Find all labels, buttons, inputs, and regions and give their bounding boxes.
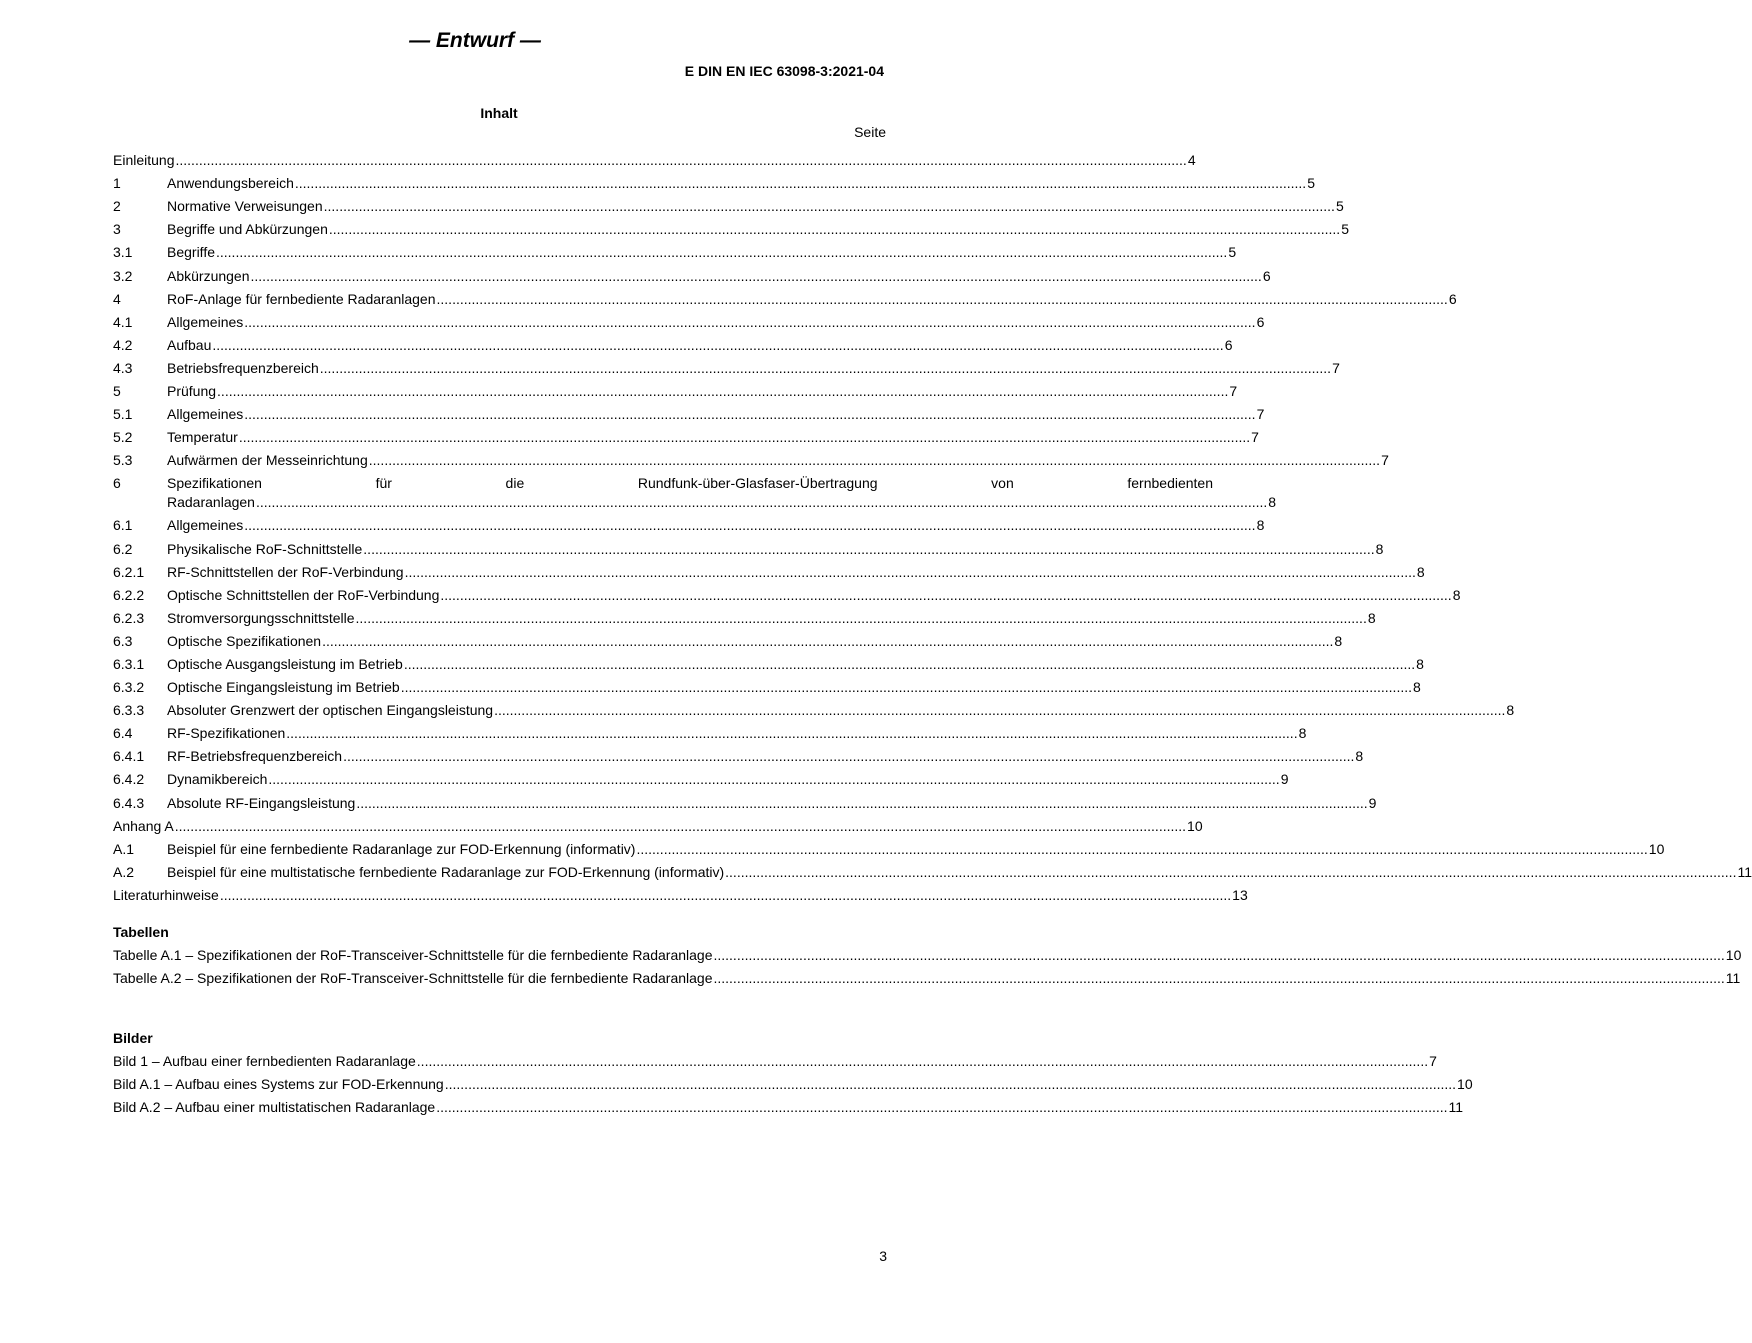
toc-entry[interactable] — [113, 765, 1289, 788]
toc-leader-dots — [437, 290, 1448, 308]
toc-entry-number: 2 — [113, 198, 121, 215]
toc-entry-number: 6.4.1 — [113, 748, 145, 765]
toc-entry-page: 10 — [1457, 1076, 1473, 1093]
toc-entry-number: 3.2 — [113, 267, 133, 284]
page-column-label: Seite — [854, 124, 886, 140]
toc-leader-dots — [636, 840, 1647, 858]
toc-entry-number: 5.2 — [113, 429, 133, 446]
toc-entry[interactable] — [113, 581, 1461, 604]
toc-leader-dots — [322, 632, 1333, 650]
toc-entry-title: Aufbau — [167, 336, 212, 353]
toc-leader-dots — [356, 609, 1367, 627]
draft-banner: — Entwurf — — [409, 29, 541, 52]
toc-entry[interactable] — [113, 215, 1349, 238]
toc-leader-dots — [268, 770, 1279, 788]
toc-entry-title: Dynamikbereich — [167, 771, 268, 788]
toc-entry-title-word: fernbedienten — [1127, 475, 1214, 492]
toc-entry-page: 7 — [1429, 1053, 1437, 1070]
toc-entry-title: Stromversorgungsschnittstelle — [167, 609, 355, 626]
toc-entry-6[interactable] — [113, 469, 1277, 511]
toc-entry-title: Physikalische RoF-Schnittstelle — [167, 540, 363, 557]
toc-entry-page: 9 — [1368, 794, 1377, 811]
toc-entry-number: 4.1 — [113, 313, 133, 330]
toc-entry[interactable] — [113, 400, 1265, 423]
toc-entry-page: 8 — [1298, 725, 1307, 742]
toc-leader-dots — [320, 359, 1331, 377]
toc-leader-dots — [343, 747, 1354, 765]
toc-entry-title: Anhang A — [113, 817, 174, 834]
toc-title: Inhalt — [480, 105, 518, 121]
toc-entry-page: 10 — [1187, 817, 1203, 834]
toc-entry-number: 6.2.1 — [113, 563, 145, 580]
toc-entry-page: 7 — [1381, 452, 1389, 469]
toc-entry-page: 8 — [1416, 655, 1424, 672]
toc-leader-dots — [212, 336, 1223, 354]
toc-entry-page: 10 — [1725, 947, 1742, 963]
toc-leader-dots — [295, 174, 1306, 192]
toc-entry[interactable] — [113, 331, 1233, 354]
toc-entry-page: 8 — [1355, 748, 1364, 765]
toc-entry-title: Prüfung — [167, 383, 217, 400]
toc-entry-number: 4 — [113, 290, 121, 307]
toc-leader-dots — [494, 701, 1505, 719]
toc-entry-title-line2 — [167, 493, 1276, 511]
toc-entry-title: Tabelle A.1 – Spezifikationen der RoF-Transceiver-Schnittstelle für die fernbediente Radaranlage — [113, 947, 713, 963]
toc-entry-number: 6.4.3 — [113, 794, 145, 811]
page-number: 3 — [879, 1248, 887, 1264]
table-of-contents — [113, 146, 1752, 1116]
toc-entry-title: Optische Eingangsleistung im Betrieb — [167, 679, 400, 696]
toc-entry-title: RF-Schnittstellen der RoF-Verbindung — [167, 563, 404, 580]
toc-entry-title: Bild 1 – Aufbau einer fernbedienten Radaranlage — [113, 1053, 416, 1070]
toc-entry[interactable] — [113, 511, 1265, 534]
toc-entry-title: Bild A.2 – Aufbau einer multistatischen Radaranlage — [113, 1099, 436, 1116]
toc-leader-dots — [363, 540, 1374, 558]
toc-entry-number: 3.1 — [113, 244, 133, 261]
toc-leader-dots — [404, 655, 1415, 673]
toc-leader-dots — [244, 405, 1255, 423]
toc-entry[interactable] — [113, 169, 1315, 192]
toc-leader-dots — [175, 817, 1186, 835]
toc-entry-number: 6.3 — [113, 632, 133, 649]
toc-leader-dots — [176, 151, 1187, 169]
toc-entry-title: Absoluter Grenzwert der optischen Eingangsleistung — [167, 702, 494, 719]
toc-entry-page: 8 — [1452, 586, 1461, 603]
toc-entry-number: 4.2 — [113, 336, 133, 353]
toc-entry[interactable] — [113, 1070, 1473, 1093]
toc-entry-title: Optische Schnittstellen der RoF-Verbindung — [167, 586, 440, 603]
toc-entry[interactable] — [113, 881, 1248, 904]
toc-entry[interactable] — [113, 788, 1377, 811]
toc-entry-title: Temperatur — [167, 429, 238, 446]
toc-entry[interactable] — [113, 285, 1457, 308]
toc-entry[interactable] — [113, 673, 1421, 696]
toc-entry-title: Anwendungsbereich — [167, 175, 294, 192]
toc-entry-number: 6.2 — [113, 540, 133, 557]
toc-leader-dots — [356, 794, 1367, 812]
toc-entry-title: Absolute RF-Eingangsleistung — [167, 794, 356, 811]
toc-entry-number: 5.3 — [113, 452, 133, 469]
toc-entry-title: Einleitung — [113, 152, 175, 169]
toc-entry[interactable] — [113, 261, 1271, 284]
toc-leader-dots — [713, 969, 1724, 987]
toc-leader-dots — [369, 451, 1380, 469]
toc-leader-dots — [244, 313, 1255, 331]
toc-entry-page: 7 — [1229, 383, 1238, 400]
toc-entry-title: RF-Betriebsfrequenzbereich — [167, 748, 343, 765]
toc-entry-page: 8 — [1268, 494, 1277, 511]
toc-entry-page: 8 — [1506, 702, 1515, 719]
toc-entry[interactable] — [113, 941, 1742, 964]
toc-entry-number: 6 — [113, 475, 121, 492]
toc-entry-page: 9 — [1280, 771, 1289, 788]
toc-entry[interactable] — [113, 719, 1307, 742]
toc-leader-dots — [725, 863, 1736, 881]
toc-leader-dots — [256, 493, 1267, 511]
toc-entry[interactable] — [113, 604, 1376, 627]
toc-entry-page: 5 — [1228, 244, 1237, 261]
toc-entry-title: Optische Spezifikationen — [167, 632, 322, 649]
toc-entry-page: 4 — [1187, 152, 1196, 169]
toc-entry-page: 8 — [1375, 540, 1384, 557]
toc-entry-title: Optische Ausgangsleistung im Betrieb — [167, 655, 403, 672]
toc-entry-title: Abkürzungen — [167, 267, 250, 284]
toc-entry[interactable] — [113, 146, 1196, 169]
toc-entry-title: Begriffe und Abkürzungen — [167, 221, 328, 238]
toc-entry-page: 11 — [1448, 1099, 1464, 1116]
toc-leader-dots — [286, 724, 1297, 742]
toc-entry[interactable] — [113, 423, 1259, 446]
toc-leader-dots — [239, 428, 1250, 446]
toc-leader-dots — [405, 563, 1416, 581]
toc-entry[interactable] — [113, 354, 1340, 377]
toc-entry-title: Allgemeines — [167, 406, 244, 423]
toc-entry[interactable] — [113, 1093, 1464, 1116]
toc-entry-title: Aufwärmen der Messeinrichtung — [167, 452, 368, 469]
toc-entry-page: 7 — [1251, 429, 1259, 446]
toc-entry-title: Allgemeines — [167, 313, 244, 330]
toc-figure-entries — [113, 1047, 1473, 1116]
toc-leader-dots — [440, 586, 1451, 604]
toc-main-entries-continued — [113, 511, 1752, 904]
toc-leader-dots — [220, 886, 1231, 904]
toc-entry-number: 5.1 — [113, 406, 133, 423]
toc-entry-title: Bild A.1 – Aufbau eines Systems zur FOD-Erkennung — [113, 1076, 444, 1093]
toc-leader-dots — [445, 1075, 1456, 1093]
toc-leader-dots — [401, 678, 1412, 696]
toc-entry-page: 8 — [1416, 563, 1425, 580]
tables-heading: Tabellen — [113, 923, 169, 940]
toc-entry[interactable] — [113, 446, 1389, 469]
toc-entry[interactable] — [113, 627, 1343, 650]
toc-entry[interactable] — [113, 964, 1741, 987]
toc-entry-page: 5 — [1307, 175, 1315, 192]
toc-entry[interactable] — [113, 812, 1203, 835]
toc-entry-page: 5 — [1335, 198, 1344, 215]
toc-entry[interactable] — [113, 534, 1384, 557]
toc-entry[interactable] — [113, 1047, 1437, 1070]
toc-entry-page: 6 — [1256, 313, 1265, 330]
toc-entry-body — [167, 474, 1276, 511]
toc-entry-page: 8 — [1413, 679, 1421, 696]
toc-entry-number: A.2 — [113, 863, 135, 880]
toc-entry-title-word: Rundfunk-über-Glasfaser-Übertragung — [637, 475, 878, 492]
toc-leader-dots — [713, 946, 1724, 964]
toc-leader-dots — [436, 1098, 1447, 1116]
toc-entry-number: 6.4.2 — [113, 771, 145, 788]
toc-entry-page: 11 — [1737, 863, 1752, 880]
toc-entry-page: 5 — [1341, 221, 1349, 238]
toc-entry-page: 6 — [1262, 267, 1271, 284]
toc-entry-title: Normative Verweisungen — [167, 198, 323, 215]
toc-leader-dots — [216, 243, 1227, 261]
toc-entry-number: 3 — [113, 221, 121, 238]
toc-entry[interactable] — [113, 558, 1425, 581]
toc-leader-dots — [329, 220, 1340, 238]
toc-entry-page: 11 — [1725, 970, 1741, 987]
toc-entry-number: 6.2.2 — [113, 586, 145, 603]
toc-entry-title-word: die — [505, 475, 525, 492]
toc-entry-page: 7 — [1256, 406, 1265, 423]
toc-entry-title-line1 — [167, 474, 1213, 492]
toc-leader-dots — [217, 382, 1228, 400]
toc-entry-title: RoF-Anlage für fernbediente Radaranlagen — [167, 290, 436, 307]
toc-entry-number: 5 — [113, 383, 121, 400]
toc-entry-page: 6 — [1448, 290, 1457, 307]
toc-entry-number: 6.3.1 — [113, 655, 145, 672]
toc-leader-dots — [324, 197, 1335, 215]
toc-entry-number: 6.1 — [113, 517, 133, 534]
toc-entry[interactable] — [113, 238, 1237, 261]
toc-leader-dots — [244, 516, 1255, 534]
toc-entry[interactable] — [113, 650, 1424, 673]
toc-entry-title-word: für — [375, 475, 392, 492]
toc-leader-dots — [251, 267, 1262, 285]
figures-heading: Bilder — [113, 1030, 153, 1047]
toc-entry-page: 10 — [1648, 840, 1665, 857]
toc-entry[interactable] — [113, 835, 1665, 858]
toc-entry-page: 8 — [1367, 609, 1376, 626]
toc-entry-title: Beispiel für eine fernbediente Radaranlage zur FOD-Erkennung (informativ) — [167, 840, 636, 857]
toc-entry-title: Radaranlagen — [167, 494, 255, 511]
toc-entry-number: 6.3.3 — [113, 702, 145, 719]
toc-entry-number: 6.4 — [113, 725, 133, 742]
toc-entry-title: RF-Spezifikationen — [167, 725, 286, 742]
toc-entry[interactable] — [113, 308, 1265, 331]
toc-leader-dots — [417, 1052, 1428, 1070]
toc-entry-page: 7 — [1332, 359, 1340, 376]
toc-entry-number: 6.2.3 — [113, 609, 145, 626]
toc-entry[interactable] — [113, 377, 1238, 400]
toc-entry-number: 1 — [113, 175, 121, 192]
toc-entry-title-word: von — [991, 475, 1014, 492]
toc-entry-page: 6 — [1224, 336, 1233, 353]
toc-entry-title: Begriffe — [167, 244, 215, 261]
toc-entry[interactable] — [113, 742, 1364, 765]
toc-entry-page: 13 — [1232, 886, 1248, 903]
toc-main-entries — [113, 146, 1457, 469]
toc-entry-number: 4.3 — [113, 359, 133, 376]
document-id: E DIN EN IEC 63098-3:2021-04 — [684, 63, 884, 79]
toc-entry-title: Allgemeines — [167, 517, 244, 534]
toc-entry-title: Tabelle A.2 – Spezifikationen der RoF-Transceiver-Schnittstelle für die fernbediente Radaranlage — [113, 970, 713, 987]
toc-entry-title-word: Spezifikationen — [167, 475, 262, 492]
toc-entry-number: 6.3.2 — [113, 679, 145, 696]
toc-entry[interactable] — [113, 696, 1515, 719]
toc-entry-page: 8 — [1256, 517, 1265, 534]
toc-table-entries — [113, 941, 1742, 987]
toc-entry-page: 8 — [1334, 632, 1343, 649]
toc-entry[interactable] — [113, 192, 1344, 215]
toc-entry[interactable] — [113, 858, 1752, 881]
toc-entry-number: A.1 — [113, 840, 135, 857]
toc-entry-title: Literaturhinweise — [113, 886, 219, 903]
toc-entry-title: Betriebsfrequenzbereich — [167, 359, 319, 376]
toc-entry-title: Beispiel für eine multistatische fernbediente Radaranlage zur FOD-Erkennung (informativ) — [167, 863, 725, 880]
